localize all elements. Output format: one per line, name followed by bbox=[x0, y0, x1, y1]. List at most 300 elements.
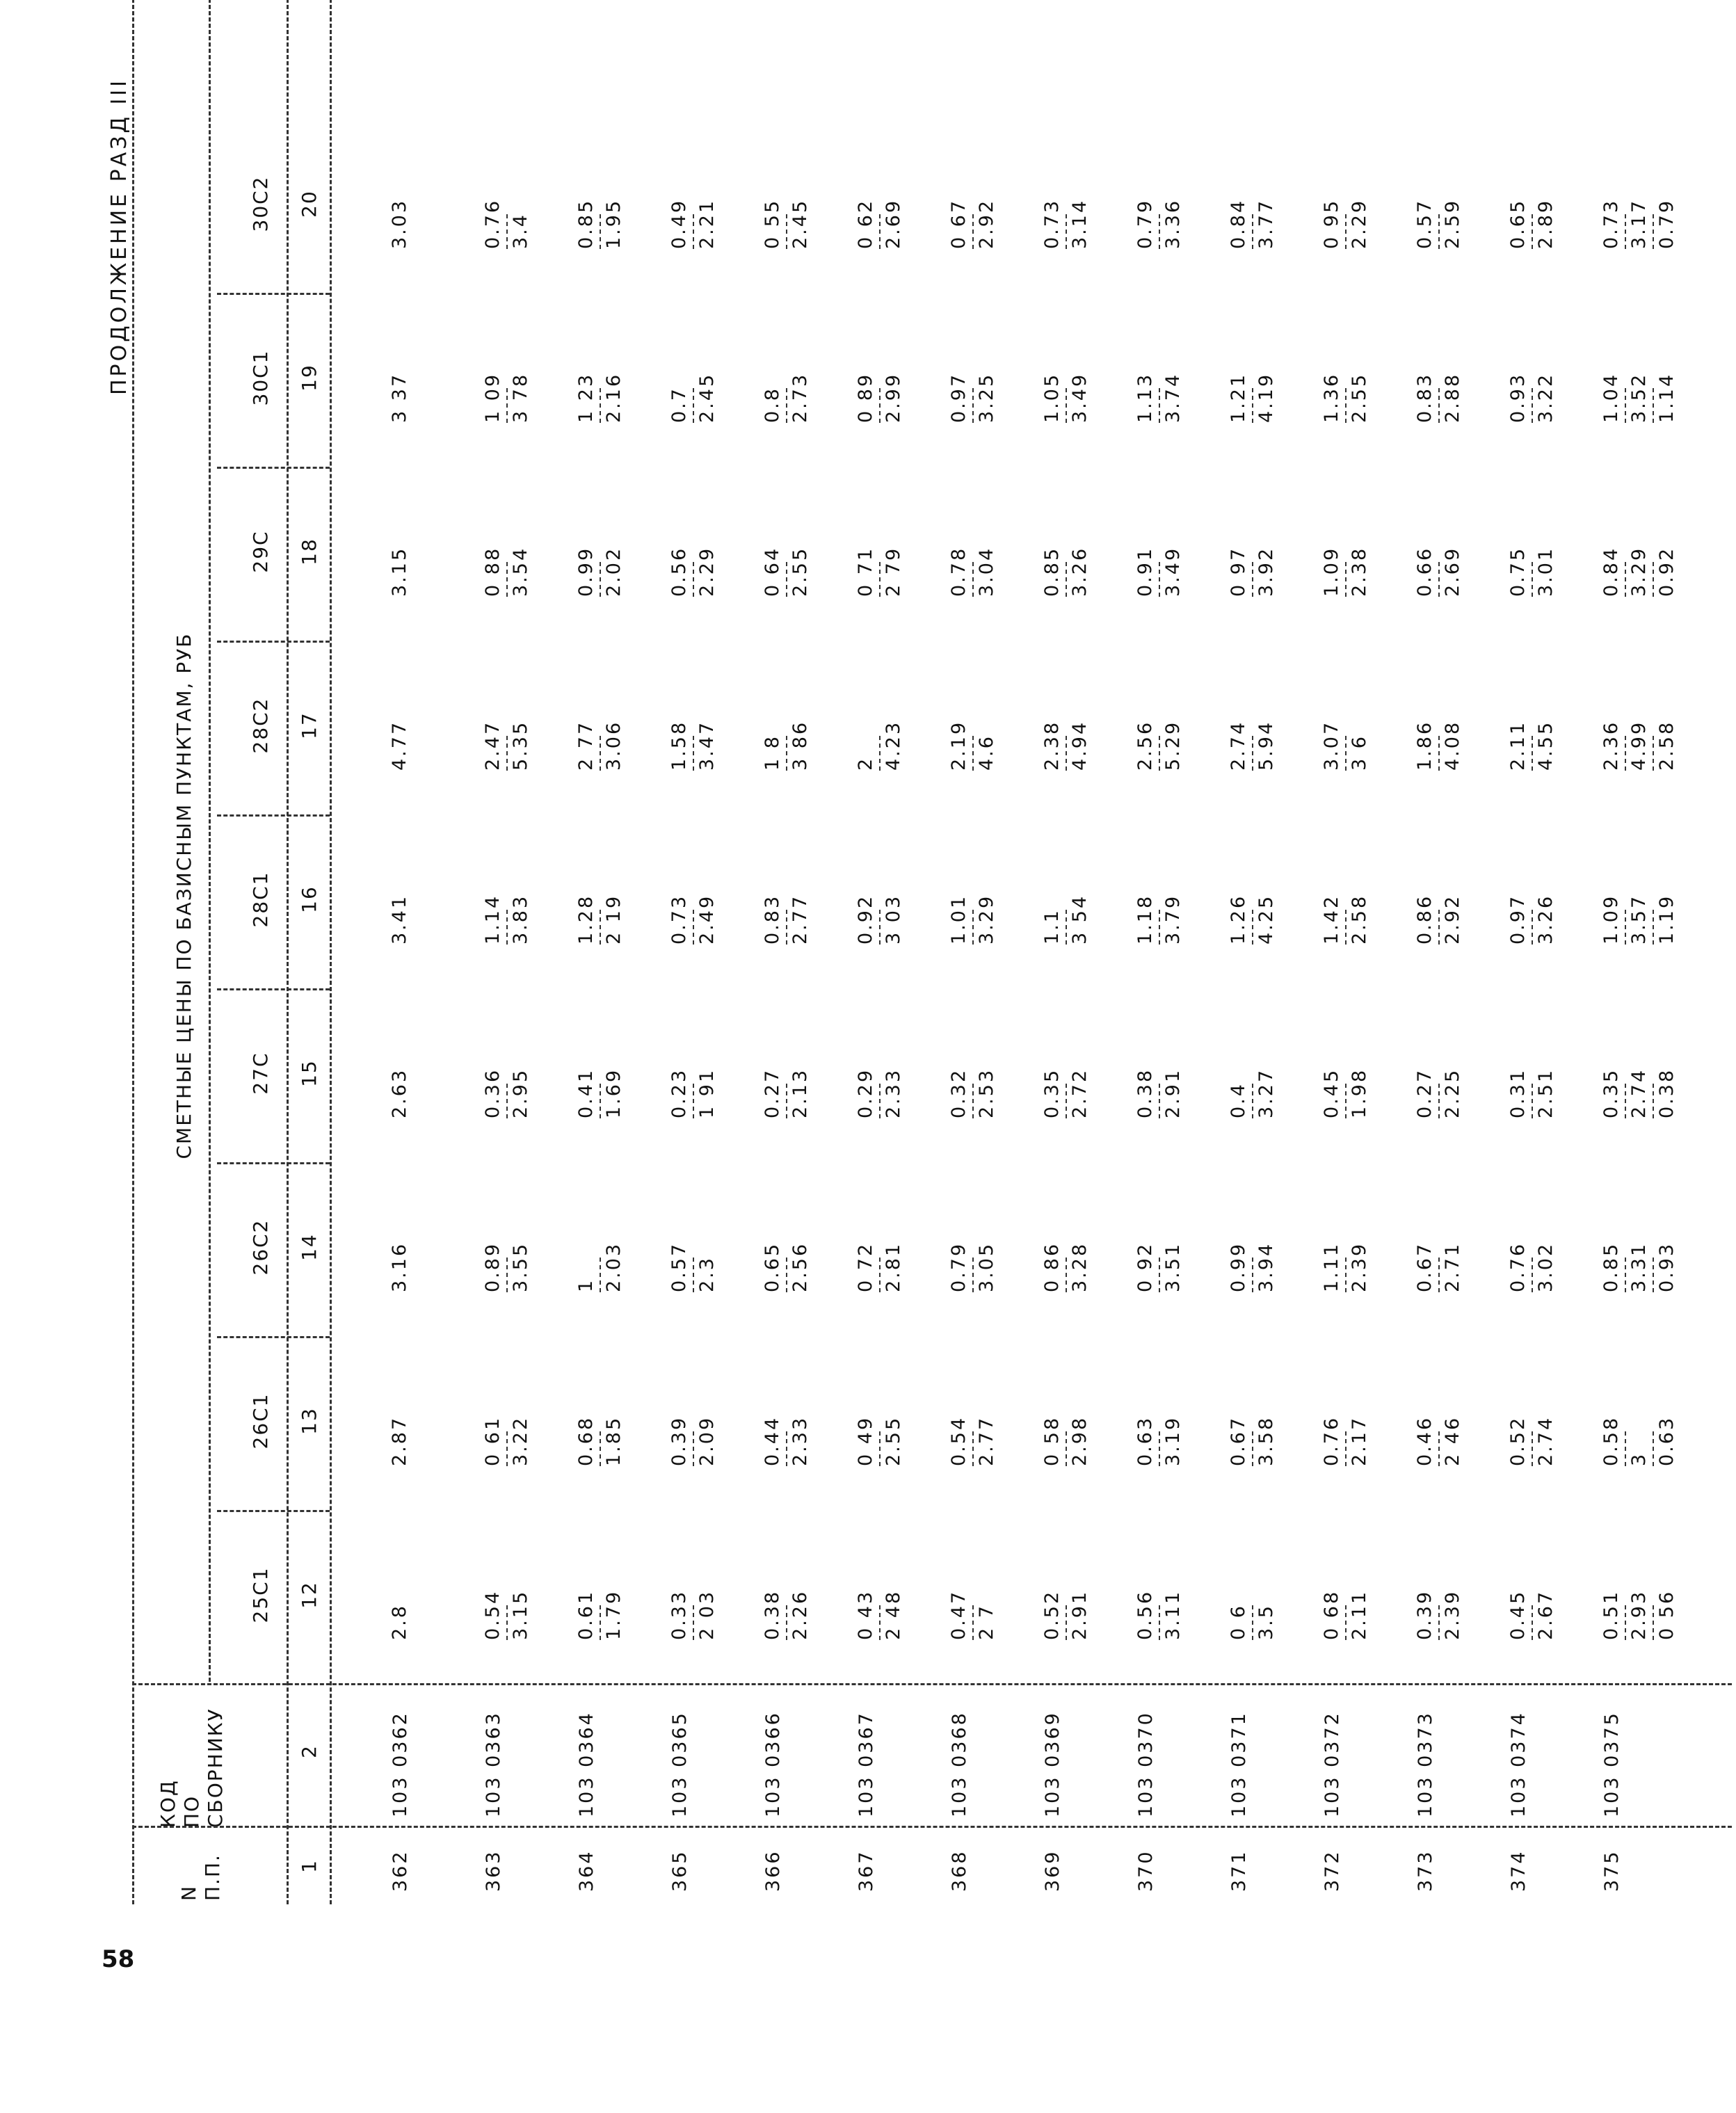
value-separator bbox=[1653, 214, 1654, 249]
price-cell bbox=[389, 373, 410, 423]
price-value: 0.99 bbox=[575, 546, 597, 597]
price-cell bbox=[1042, 894, 1091, 945]
price-value: 1.95 bbox=[603, 198, 625, 249]
value-separator bbox=[1625, 388, 1626, 423]
price-cell bbox=[669, 1590, 718, 1640]
price-cell bbox=[1415, 721, 1463, 771]
price-cell bbox=[1135, 1416, 1184, 1466]
price-value: 0.27 bbox=[762, 1068, 783, 1118]
price-cell bbox=[483, 1590, 531, 1640]
column-header-divider bbox=[217, 467, 330, 469]
value-separator bbox=[693, 1084, 694, 1118]
price-value: 2.67 bbox=[1535, 1589, 1557, 1640]
price-cell bbox=[1228, 1068, 1277, 1118]
row-code: 103 0373 bbox=[1415, 1711, 1436, 1817]
price-value: 0.89 bbox=[482, 1242, 504, 1292]
price-cell bbox=[1508, 373, 1557, 423]
value-separator bbox=[1532, 1431, 1533, 1466]
price-value: 2.19 bbox=[948, 720, 970, 771]
price-cell bbox=[1415, 1590, 1463, 1640]
price-value: 3.29 bbox=[976, 894, 997, 945]
header-prices-title: СМЕТНЫЕ ЦЕНЫ ПО БАЗИСНЫМ ПУНКТАМ, РУБ bbox=[172, 632, 195, 1159]
value-separator bbox=[600, 388, 601, 423]
price-cell bbox=[483, 894, 531, 945]
price-cell bbox=[1508, 1590, 1557, 1640]
value-separator bbox=[879, 1258, 881, 1292]
price-value: 3.29 bbox=[1628, 546, 1650, 597]
price-cell bbox=[1321, 1590, 1370, 1640]
price-cell bbox=[576, 199, 625, 249]
row-code: 103 0368 bbox=[949, 1711, 970, 1817]
value-separator bbox=[1345, 1605, 1347, 1640]
price-cell bbox=[483, 1416, 531, 1466]
price-value: 4.25 bbox=[1255, 894, 1277, 945]
price-cell bbox=[855, 1242, 904, 1292]
price-value: 2.69 bbox=[1442, 546, 1463, 597]
value-separator bbox=[1252, 388, 1253, 423]
row-number: 372 bbox=[1321, 1849, 1343, 1892]
price-cell bbox=[762, 373, 811, 423]
price-value: 2 77 bbox=[575, 720, 597, 771]
price-value: 0.35 bbox=[1600, 1068, 1622, 1118]
price-value: 0.92 bbox=[1656, 546, 1678, 597]
value-separator bbox=[972, 214, 974, 249]
price-value: 3.52 bbox=[1628, 372, 1650, 423]
price-value: 3.16 bbox=[389, 1242, 410, 1292]
price-cell bbox=[1228, 1604, 1277, 1640]
value-separator bbox=[506, 1258, 508, 1292]
value-separator bbox=[879, 1605, 881, 1640]
price-value: 0.38 bbox=[1134, 1068, 1156, 1118]
price-value: 1 23 bbox=[575, 372, 597, 423]
price-cell bbox=[389, 547, 410, 597]
price-cell bbox=[389, 1604, 410, 1640]
price-value: 0.38 bbox=[1656, 1068, 1678, 1118]
row-code: 103 0365 bbox=[669, 1711, 691, 1817]
value-separator bbox=[786, 214, 787, 249]
price-value: 0.58 bbox=[1600, 1415, 1622, 1466]
page-number: 58 bbox=[102, 1945, 135, 1973]
price-value: 2.91 bbox=[1069, 1589, 1091, 1640]
price-value: 2.29 bbox=[1349, 198, 1370, 249]
price-value: 3 78 bbox=[510, 372, 531, 423]
price-value: 0 61 bbox=[482, 1415, 504, 1466]
price-cell bbox=[1321, 373, 1370, 423]
price-value: 2.02 bbox=[603, 546, 625, 597]
value-separator bbox=[693, 910, 694, 945]
price-cell bbox=[1415, 373, 1463, 423]
value-separator bbox=[506, 1605, 508, 1640]
price-value: 2.77 bbox=[976, 1415, 997, 1466]
value-separator bbox=[1532, 562, 1533, 597]
value-separator bbox=[879, 214, 881, 249]
price-cell bbox=[483, 199, 531, 249]
price-value: 5.29 bbox=[1162, 720, 1184, 771]
price-cell bbox=[1228, 721, 1277, 771]
price-value: 0.65 bbox=[1507, 198, 1529, 249]
price-value: 3.25 bbox=[976, 372, 997, 423]
price-cell bbox=[1135, 199, 1184, 249]
price-value: 0.99 bbox=[1228, 1242, 1249, 1292]
price-value: 2.55 bbox=[1349, 372, 1370, 423]
row-number: 370 bbox=[1135, 1849, 1157, 1892]
price-value: 0.83 bbox=[1414, 372, 1436, 423]
price-value: 3.03 bbox=[389, 198, 410, 249]
value-separator bbox=[972, 562, 974, 597]
price-cell bbox=[949, 894, 997, 945]
value-separator bbox=[1066, 562, 1067, 597]
value-separator bbox=[1345, 736, 1347, 771]
price-cell bbox=[762, 547, 811, 597]
price-cell bbox=[762, 1416, 811, 1466]
value-separator bbox=[600, 736, 601, 771]
price-cell bbox=[1228, 373, 1277, 423]
price-cell bbox=[1321, 547, 1370, 597]
price-cell bbox=[1415, 894, 1463, 945]
price-value: 2.74 bbox=[1628, 1068, 1650, 1118]
column-number-8: 17 bbox=[298, 712, 321, 739]
value-separator bbox=[1438, 736, 1440, 771]
row-number: 364 bbox=[576, 1849, 597, 1892]
price-value: 3.22 bbox=[510, 1415, 531, 1466]
price-cell bbox=[1042, 547, 1091, 597]
price-value: 0.45 bbox=[1321, 1068, 1342, 1118]
column-number-4: 13 bbox=[298, 1407, 321, 1435]
price-cell bbox=[1321, 894, 1370, 945]
price-cell bbox=[1042, 721, 1091, 771]
price-value: 3.04 bbox=[976, 546, 997, 597]
price-cell bbox=[1135, 721, 1184, 771]
price-cell bbox=[1321, 199, 1370, 249]
price-value: 1.14 bbox=[482, 894, 504, 945]
price-value: 0.44 bbox=[762, 1415, 783, 1466]
value-separator bbox=[972, 388, 974, 423]
price-cell bbox=[1508, 1416, 1557, 1466]
price-value: 1.79 bbox=[603, 1589, 625, 1640]
value-separator bbox=[786, 736, 787, 771]
price-value: 0.41 bbox=[575, 1068, 597, 1118]
column-header-divider bbox=[217, 641, 330, 643]
price-cell bbox=[949, 1242, 997, 1292]
price-cell bbox=[669, 1068, 718, 1118]
price-cell bbox=[1508, 1242, 1557, 1292]
price-cell bbox=[1601, 373, 1678, 423]
column-header-divider bbox=[217, 293, 330, 295]
price-value: 0.51 bbox=[1600, 1589, 1622, 1640]
price-value: 0.92 bbox=[855, 894, 876, 945]
value-separator bbox=[972, 910, 974, 945]
price-value: 1.86 bbox=[1414, 720, 1436, 771]
price-value: 1.36 bbox=[1321, 372, 1342, 423]
price-cell bbox=[669, 373, 718, 423]
value-separator bbox=[786, 1258, 787, 1292]
column-header-divider bbox=[217, 1510, 330, 1512]
price-value: 3.58 bbox=[1255, 1415, 1277, 1466]
price-cell bbox=[762, 721, 811, 771]
value-separator bbox=[1252, 910, 1253, 945]
value-separator bbox=[1653, 1084, 1654, 1118]
value-separator bbox=[879, 388, 881, 423]
price-cell bbox=[389, 1242, 410, 1292]
price-value: 3.07 bbox=[1321, 720, 1342, 771]
price-value: 2.38 bbox=[1041, 720, 1063, 771]
price-cell bbox=[1228, 547, 1277, 597]
value-separator bbox=[786, 910, 787, 945]
price-value: 2.09 bbox=[696, 1415, 718, 1466]
price-cell bbox=[576, 1068, 625, 1118]
price-cell bbox=[1508, 721, 1557, 771]
value-separator bbox=[879, 1431, 881, 1466]
price-cell bbox=[855, 721, 904, 771]
price-value: 2.53 bbox=[976, 1068, 997, 1118]
price-value: 3.47 bbox=[696, 720, 718, 771]
price-value: 0 72 bbox=[855, 1242, 876, 1292]
price-value: 5.94 bbox=[1255, 720, 1277, 771]
row-number: 374 bbox=[1508, 1849, 1529, 1892]
row-code: 103 0369 bbox=[1042, 1711, 1063, 1817]
value-separator bbox=[1532, 1605, 1533, 1640]
continuation-heading: ПРОДОЛЖЕНИЕ РАЗД III bbox=[107, 78, 131, 395]
value-separator bbox=[600, 910, 601, 945]
value-separator bbox=[1532, 1084, 1533, 1118]
price-value: 1.04 bbox=[1600, 372, 1622, 423]
price-value: 1.26 bbox=[1228, 894, 1249, 945]
value-separator bbox=[1159, 1605, 1160, 1640]
price-value: 3.49 bbox=[1069, 372, 1091, 423]
row-code: 103 0374 bbox=[1508, 1711, 1529, 1817]
price-value: 3.15 bbox=[510, 1589, 531, 1640]
value-separator bbox=[1438, 388, 1440, 423]
price-value: 0 67 bbox=[948, 198, 970, 249]
price-value: 0.76 bbox=[482, 198, 504, 249]
row-number: 363 bbox=[483, 1849, 504, 1892]
price-cell bbox=[483, 373, 531, 423]
value-separator bbox=[1159, 1431, 1160, 1466]
value-separator bbox=[600, 1431, 601, 1466]
price-value: 0 58 bbox=[1041, 1415, 1063, 1466]
price-value: 0.73 bbox=[668, 894, 690, 945]
price-value: 3 54 bbox=[1069, 894, 1091, 945]
price-value: 3.02 bbox=[1535, 1242, 1557, 1292]
price-value: 5.35 bbox=[510, 720, 531, 771]
price-value: 0.63 bbox=[1134, 1415, 1156, 1466]
price-value: 2 46 bbox=[1442, 1415, 1463, 1466]
price-value: 0 62 bbox=[855, 198, 876, 249]
value-separator bbox=[1159, 910, 1160, 945]
price-value: 0.75 bbox=[1507, 546, 1529, 597]
header-np-text: N П.П. bbox=[177, 1854, 224, 1901]
price-cell bbox=[949, 721, 997, 771]
value-separator bbox=[693, 562, 694, 597]
price-value: 2.56 bbox=[1134, 720, 1156, 771]
price-value: 0.68 bbox=[575, 1415, 597, 1466]
price-cell bbox=[576, 1416, 625, 1466]
price-value: 0.93 bbox=[1656, 1242, 1678, 1292]
price-value: 0.79 bbox=[1134, 198, 1156, 249]
price-value: 0.61 bbox=[575, 1589, 597, 1640]
price-value: 2.87 bbox=[389, 1415, 410, 1466]
column-header-divider bbox=[217, 988, 330, 990]
price-value: 0.63 bbox=[1656, 1415, 1678, 1466]
value-separator bbox=[1345, 910, 1347, 945]
price-value: 2.74 bbox=[1535, 1415, 1557, 1466]
price-value: 3.54 bbox=[510, 546, 531, 597]
value-separator bbox=[1159, 736, 1160, 771]
price-value: 0.47 bbox=[948, 1589, 970, 1640]
price-value: 0.76 bbox=[1507, 1242, 1529, 1292]
value-separator bbox=[1066, 1084, 1067, 1118]
price-value: 1.28 bbox=[575, 894, 597, 945]
price-value: 3.27 bbox=[1255, 1068, 1277, 1118]
value-separator bbox=[1066, 1431, 1067, 1466]
price-value: 1.14 bbox=[1656, 372, 1678, 423]
price-value: 0 95 bbox=[1321, 198, 1342, 249]
value-separator bbox=[1345, 562, 1347, 597]
value-separator bbox=[506, 910, 508, 945]
row-code: 103 0363 bbox=[483, 1711, 504, 1817]
column-header-8: 30С1 bbox=[249, 349, 272, 406]
column-header-5: 28С1 bbox=[249, 871, 272, 928]
value-separator bbox=[1159, 214, 1160, 249]
column-header-divider bbox=[217, 814, 330, 817]
price-cell bbox=[389, 1416, 410, 1466]
column-header-1: 25С1 bbox=[249, 1566, 272, 1623]
price-value: 3.49 bbox=[1162, 546, 1184, 597]
value-separator bbox=[879, 562, 881, 597]
value-separator bbox=[693, 1258, 694, 1292]
price-value: 1 91 bbox=[696, 1068, 718, 1118]
row-code: 103 0375 bbox=[1601, 1711, 1623, 1817]
price-value: 3.05 bbox=[976, 1242, 997, 1292]
price-value: 2 19 bbox=[603, 894, 625, 945]
value-separator bbox=[1625, 562, 1626, 597]
price-cell bbox=[762, 1242, 811, 1292]
value-separator bbox=[1345, 388, 1347, 423]
value-separator bbox=[600, 214, 601, 249]
value-separator bbox=[1625, 910, 1626, 945]
price-value: 1.09 bbox=[1600, 894, 1622, 945]
price-value: 0.84 bbox=[1600, 546, 1622, 597]
price-value: 2.88 bbox=[1442, 372, 1463, 423]
price-cell bbox=[669, 1416, 718, 1466]
price-value: 2.55 bbox=[789, 546, 811, 597]
price-value: 0.23 bbox=[668, 1068, 690, 1118]
price-cell bbox=[1042, 1416, 1091, 1466]
price-value: 3.51 bbox=[1162, 1242, 1184, 1292]
price-value: 1 8 bbox=[762, 734, 783, 771]
value-separator bbox=[1066, 736, 1067, 771]
value-separator bbox=[786, 1431, 787, 1466]
price-value: 0.85 bbox=[575, 198, 597, 249]
price-value: 2 bbox=[855, 756, 876, 771]
price-cell bbox=[669, 894, 718, 945]
price-value: 3.28 bbox=[1069, 1242, 1091, 1292]
price-value: 1.11 bbox=[1321, 1242, 1342, 1292]
price-value: 0.56 bbox=[668, 546, 690, 597]
value-separator bbox=[1625, 1605, 1626, 1640]
price-cell bbox=[576, 373, 625, 423]
value-separator bbox=[1345, 214, 1347, 249]
value-separator bbox=[786, 1084, 787, 1118]
row-number: 375 bbox=[1601, 1849, 1623, 1892]
value-separator bbox=[972, 1431, 974, 1466]
value-separator bbox=[1653, 1605, 1654, 1640]
price-value: 2.11 bbox=[1507, 720, 1529, 771]
price-value: 1.21 bbox=[1228, 372, 1249, 423]
price-value: 3.92 bbox=[1255, 546, 1277, 597]
price-value: 0.93 bbox=[1507, 372, 1529, 423]
price-cell bbox=[576, 721, 625, 771]
price-cell bbox=[1042, 1068, 1091, 1118]
value-separator bbox=[786, 1605, 787, 1640]
price-cell bbox=[1601, 199, 1678, 249]
price-value: 0 55 bbox=[762, 198, 783, 249]
price-cell bbox=[1228, 1416, 1277, 1466]
value-separator bbox=[693, 388, 694, 423]
value-separator bbox=[1066, 1605, 1067, 1640]
price-value: 1.42 bbox=[1321, 894, 1342, 945]
column-number-11: 20 bbox=[298, 190, 321, 218]
value-separator bbox=[1252, 1258, 1253, 1292]
price-value: 3.36 bbox=[1162, 198, 1184, 249]
price-value: 0.29 bbox=[855, 1068, 876, 1118]
value-separator bbox=[786, 562, 787, 597]
price-cell bbox=[1042, 1242, 1091, 1292]
price-cell bbox=[949, 373, 997, 423]
price-cell bbox=[483, 1242, 531, 1292]
price-value: 0.38 bbox=[762, 1589, 783, 1640]
price-value: 2.49 bbox=[696, 894, 718, 945]
value-separator bbox=[506, 388, 508, 423]
price-cell bbox=[576, 894, 625, 945]
column-header-divider bbox=[217, 1336, 330, 1338]
price-value: 2.92 bbox=[1442, 894, 1463, 945]
price-value: 0.79 bbox=[948, 1242, 970, 1292]
value-separator bbox=[1066, 910, 1067, 945]
value-separator bbox=[1252, 1084, 1253, 1118]
price-cell bbox=[1321, 721, 1370, 771]
price-cell bbox=[1601, 1416, 1678, 1466]
price-value: 1.69 bbox=[603, 1068, 625, 1118]
price-value: 0.35 bbox=[1041, 1068, 1063, 1118]
price-value: 1.01 bbox=[948, 894, 970, 945]
price-value: 2.29 bbox=[696, 546, 718, 597]
price-cell bbox=[669, 1242, 718, 1292]
price-cell bbox=[1415, 1242, 1463, 1292]
value-separator bbox=[1252, 1605, 1253, 1640]
price-value: 3.41 bbox=[389, 894, 410, 945]
row-code: 103 0372 bbox=[1321, 1711, 1343, 1817]
value-separator bbox=[879, 1084, 881, 1118]
row-number: 365 bbox=[669, 1849, 691, 1892]
price-cell bbox=[389, 1068, 410, 1118]
price-value: 0 97 bbox=[1228, 546, 1249, 597]
price-cell bbox=[762, 1068, 811, 1118]
price-cell bbox=[1321, 1068, 1370, 1118]
column-header-6: 28С2 bbox=[249, 697, 272, 754]
value-separator bbox=[1345, 1431, 1347, 1466]
price-value: 1.13 bbox=[1134, 372, 1156, 423]
value-separator bbox=[693, 214, 694, 249]
price-value: 2 7 bbox=[976, 1604, 997, 1640]
price-value: 3.74 bbox=[1162, 372, 1184, 423]
row-number: 366 bbox=[762, 1849, 784, 1892]
vertical-rule bbox=[132, 1683, 1732, 1685]
price-cell bbox=[1508, 894, 1557, 945]
value-separator bbox=[972, 1605, 974, 1640]
row-code: 103 0364 bbox=[576, 1711, 597, 1817]
price-value: 0.73 bbox=[1041, 198, 1063, 249]
